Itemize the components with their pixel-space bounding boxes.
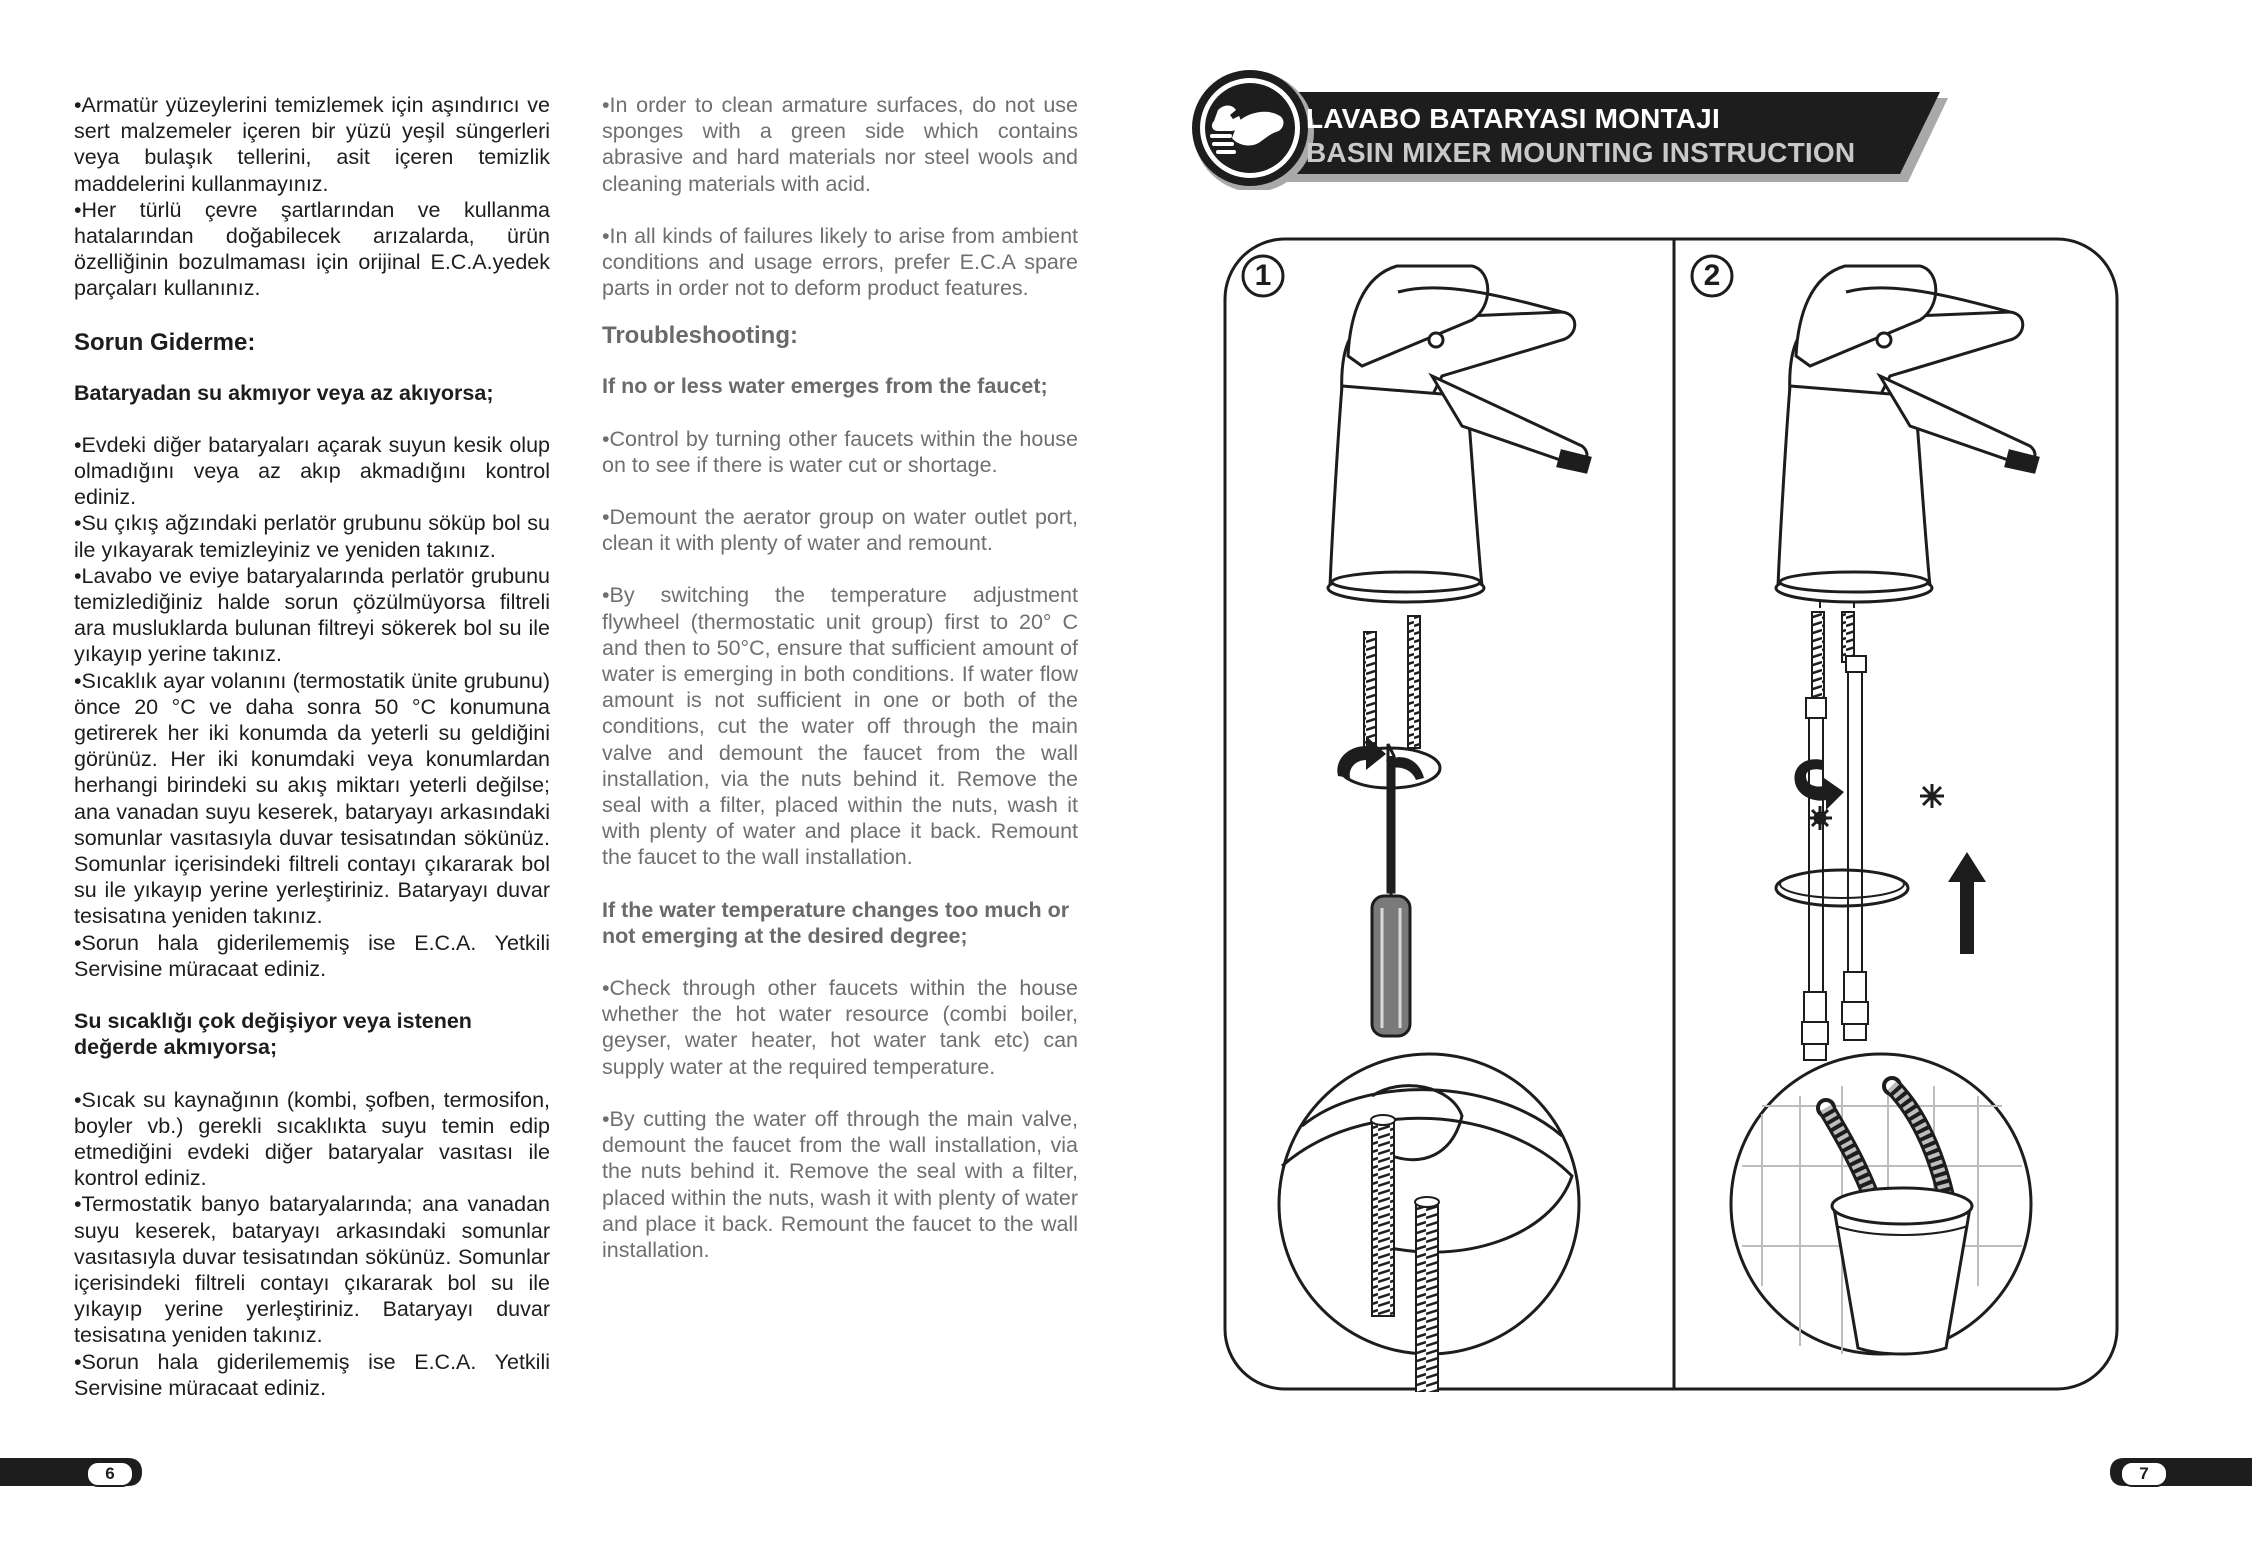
step-1-number: 1 bbox=[1254, 259, 1272, 292]
intro-paragraph: •In all kinds of failures likely to arise from ambient conditions and usage errors, prefer E.C.A spare parts in order not to deform product features. bbox=[602, 223, 1078, 301]
list-item: •Demount the aerator group on water outlet port, clean it with plenty of water and remount. bbox=[602, 505, 1078, 556]
intro-paragraph: •In order to clean armature surfaces, do not use sponges with a green side which contains abrasive and hard materials nor steel wools and cleaning materials with acid. bbox=[602, 93, 1078, 196]
threaded-rods-step-1 bbox=[1364, 616, 1420, 748]
list-item: •Sıcak su kaynağının (kombi, şofben, termosifon, boyler vb.) gerekli sıcaklıkta suyu temin edip etmediğini evdeki diğer bataryalar vasıtası ile kontrol ediniz. bbox=[74, 1087, 550, 1191]
footer-left bbox=[0, 1458, 142, 1488]
section-title: Su sıcaklığı çok değişiyor veya istenen değerde akmıyorsa; bbox=[74, 1009, 472, 1060]
intro-paragraph: •Armatür yüzeylerini temizlemek için aşındırıcı ve sert malzemeler içeren bir yüzü yeşil süngerleri veya bulaşık tellerini, asit içeren temizlik maddelerini kullanmayınız. bbox=[74, 93, 550, 196]
faucet-step-1 bbox=[1328, 266, 1590, 602]
header-title-tr: LAVABO BATARYASI MONTAJI bbox=[1306, 103, 1720, 134]
intro-paragraph: •Her türlü çevre şartlarından ve kullanma hatalarından doğabilecek arızalarda, ürün özelliğinin bozulmaması için orijinal E.C.A.yedek parçaları kullanınız. bbox=[74, 197, 550, 301]
detail-circle-step-1 bbox=[1279, 1054, 1579, 1392]
supply-hoses-step-2 bbox=[1776, 602, 1908, 1060]
turkish-column bbox=[74, 92, 550, 1401]
section-header bbox=[1188, 70, 1948, 190]
header-title-en: BASIN MIXER MOUNTING INSTRUCTION bbox=[1306, 137, 1856, 168]
section-title: If no or less water emerges from the faucet; bbox=[602, 374, 1048, 399]
faucet-step-2 bbox=[1776, 266, 2038, 602]
page-number-right: 7 bbox=[2120, 1461, 2168, 1487]
up-arrow-icon bbox=[1948, 852, 1986, 954]
list-item: •Sıcaklık ayar volanını (termostatik ünite grubunu) önce 20 °C ve daha sonra 50 °C konumuna getirerek her iki konumda da yeterli su geldiğini görünüz. Her iki konumdaki veya konumlardan herhangi birindeki su akış miktarı yeterli değilse; ana vanadan suyu keserek, bataryayı arkasındaki somunlar vasıtasıyla duvar tesisatından sökünüz. Somunlar içerisindeki filtreli contayı çıkararak bol su ile yıkayıp yerine yerleştiriniz. Bataryayı duvar tesisatına yeniden takınız. bbox=[74, 668, 550, 929]
troubleshooting-heading: Sorun Giderme: bbox=[74, 328, 256, 356]
list-item: •Evdeki diğer bataryaları açarak suyun kesik olup olmadığını veya az akıp akmadığını kontrol ediniz. bbox=[74, 432, 550, 510]
english-column bbox=[602, 92, 1078, 1263]
list-item: •Lavabo ve eviye bataryalarında perlatör grubunu temizlediğiniz halde sorun çözülmüyorsa filtreli ara musluklarda bulunan filtreyi sökerek bol su ile yıkayıp yerine takınız. bbox=[74, 563, 550, 667]
screwdriver-icon bbox=[1340, 744, 1440, 1036]
list-item: •Sorun hala giderilememiş ise E.C.A. Yetkili Servisine müracaat ediniz. bbox=[74, 930, 550, 981]
detail-circle-step-2 bbox=[1731, 1054, 2031, 1354]
cold-water-icon bbox=[1920, 784, 1944, 808]
section-title: Bataryadan su akmıyor veya az akıyorsa; bbox=[74, 380, 494, 405]
page-number-left: 6 bbox=[86, 1461, 134, 1487]
list-item: •By cutting the water off through the main valve, demount the faucet from the wall installation, via the nuts behind it. Remove the seal with a filter, placed within the nuts, wash it with plenty of water and place it back. Remount the faucet to the wall installation. bbox=[602, 1106, 1078, 1262]
figure-drawing bbox=[1222, 236, 2120, 1392]
section-title: If the water temperature changes too much or not emerging at the desired degree; bbox=[602, 897, 1070, 948]
step-2-number: 2 bbox=[1703, 259, 1721, 292]
installation-figure bbox=[1222, 236, 2120, 1392]
list-item: •Su çıkış ağzındaki perlatör grubunu söküp bol su ile yıkayarak temizleyiniz ve yeniden takınız. bbox=[74, 511, 550, 562]
list-item: •Sorun hala giderilememiş ise E.C.A. Yetkili Servisine müracaat ediniz. bbox=[74, 1349, 550, 1400]
troubleshooting-heading: Troubleshooting: bbox=[602, 322, 798, 350]
list-item: •Termostatik banyo bataryalarında; ana vanadan suyu keserek, bataryayı arkasındaki somunlar vasıtasıyla duvar tesisatından sökünüz. Somunlar içerisindeki filtreli contayı çıkararak bol su ile yıkayıp yerine yerleştiriniz. Bataryayı duvar tesisatına yeniden takınız. bbox=[74, 1192, 550, 1348]
list-item: •By switching the temperature adjustment flywheel (thermostatic unit group) first to 20° C and then to 50°C, ensure that sufficient amount of water is emerging in both conditions. If water flow amount is not sufficient in one or both of the conditions, cut the water off through the main valve and demount the faucet from the wall installation, via the nuts behind it. Remove the seal with a filter, placed within the nuts, wash it with plenty of water and place it back. Remount the faucet to the wall installation. bbox=[602, 583, 1078, 870]
list-item: •Check through other faucets within the house whether the hot water resource (combi boiler, geyser, water heater, hot water tank etc) can supply water at the required temperature. bbox=[602, 976, 1078, 1079]
list-item: •Control by turning other faucets within the house on to see if there is water cut or shortage. bbox=[602, 426, 1078, 477]
footer-right bbox=[2110, 1458, 2252, 1488]
